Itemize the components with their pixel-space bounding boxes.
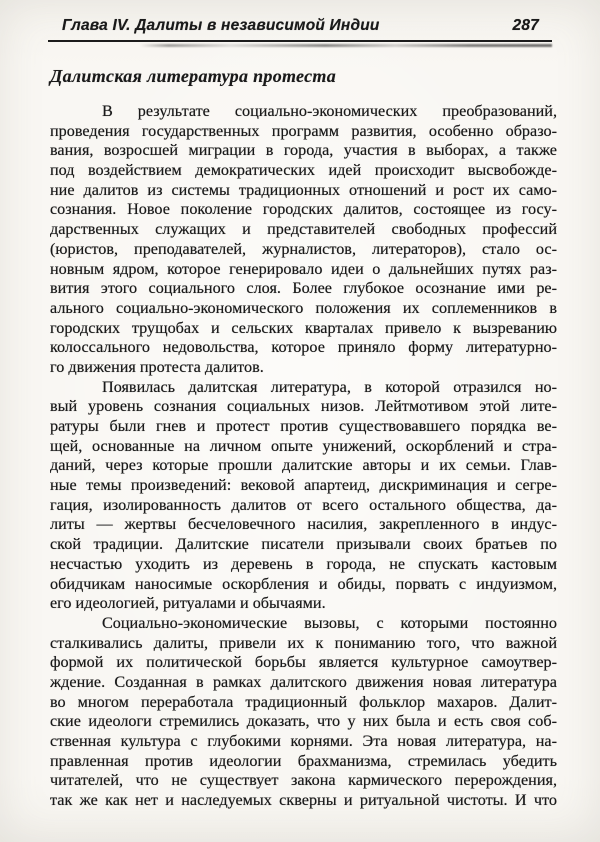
- text-line: ратуры были гнев и протест против существовавшего порядка ве-: [50, 417, 557, 435]
- text-line: вития этого социального слоя. Более глубокое осознание ими ре-: [50, 279, 557, 298]
- text-line: Социально-экономические вызовы, с которыми постоянно: [102, 613, 557, 632]
- text-line: (юристов, преподавателей, журналистов, литераторов), стало ос-: [50, 239, 557, 258]
- text-line: литы — жертвы бесчеловечного насилия, закрепленного в индус-: [50, 515, 557, 534]
- running-title: Глава IV. Далиты в независимой Индии: [62, 17, 380, 34]
- page-header: [48, 16, 552, 36]
- text-line: ные темы произведений: вековой апартеид, дискриминация и сегре-: [50, 476, 557, 495]
- text-line: городских трущобах и сельских кварталах привело к вызреванию: [50, 318, 557, 337]
- header-rule: [48, 40, 552, 42]
- text-line: проведения государственных программ развития, особенно образо-: [50, 121, 557, 140]
- header-rule-scan-artifact: [140, 44, 552, 47]
- text-line: ального социально-экономического положения их соплеменников в: [50, 298, 557, 317]
- text-line: ственная культура с глубокими корнями. Эта новая литература, на-: [50, 732, 557, 750]
- text-line: гация, изолированность далитов от всего остального общества, да-: [50, 495, 557, 514]
- text-line: го движения протеста далитов.: [50, 357, 264, 376]
- text-line: его идеологией, ритуалами и обычаями.: [50, 594, 326, 613]
- text-line: В результате социально-экономических преобразований,: [102, 102, 557, 120]
- text-line: обидчикам наносимые оскорбления и обиды, порвать с индуизмом,: [50, 574, 557, 593]
- text-line: формой их политической борьбы является культурное самоутвер-: [50, 653, 557, 672]
- text-line: новным ядром, которое генерировало идеи о дальнейших путях раз-: [50, 259, 557, 278]
- section-title: Далитская литература протеста: [50, 66, 337, 86]
- text-line: ние далитов из системы традиционных отношений и рост их само-: [50, 180, 557, 199]
- text-line: под воздействием демократических идей происходит высвобожде-: [50, 161, 557, 180]
- text-line: читателей, что не существует закона кармического перерождения,: [50, 771, 557, 790]
- text-line: Появилась далитская литература, в которой отразился но-: [102, 377, 557, 396]
- text-line: даний, через которые прошли далитские авторы и их семьи. Глав-: [50, 456, 557, 475]
- text-line: сталкивались далиты, привели их к пониманию того, что важной: [50, 633, 557, 652]
- text-line: ждение. Созданная в рамках далитского движения новая литература: [50, 672, 557, 691]
- text-line: сознания. Новое поколение городских далитов, состоящее из госу-: [50, 200, 557, 219]
- text-line: ской традиции. Далитские писатели призывали своих братьев по: [50, 535, 557, 554]
- text-line: ские идеологи стремились доказать, что у них была и есть своя соб-: [50, 712, 557, 731]
- text-line: вания, возросшей миграции в города, участия в выборах, а также: [50, 141, 557, 160]
- text-line: вый уровень сознания социальных низов. Лейтмотивом этой лите-: [50, 397, 557, 416]
- text-line: правленная против идеологии брахманизма, стремилась убедить: [50, 751, 557, 770]
- text-body: [50, 102, 557, 811]
- text-line: дарственных служащих и представителей свободных профессий: [50, 220, 557, 239]
- text-line: щей, основанные на личном опыте унижений, оскорблений и стра-: [50, 436, 557, 455]
- text-line: колоссального недовольства, которое приняло форму литературно-: [50, 338, 557, 357]
- text-line: несчастью уходить из деревень в города, не спускать кастовым: [50, 554, 557, 573]
- text-line: так же как нет и наследуемых скверны и ритуальной чистоты. И что: [50, 791, 557, 810]
- page-number: 287: [512, 17, 539, 34]
- text-line: во многом переработала традиционный фольклор махаров. Далит-: [50, 692, 557, 711]
